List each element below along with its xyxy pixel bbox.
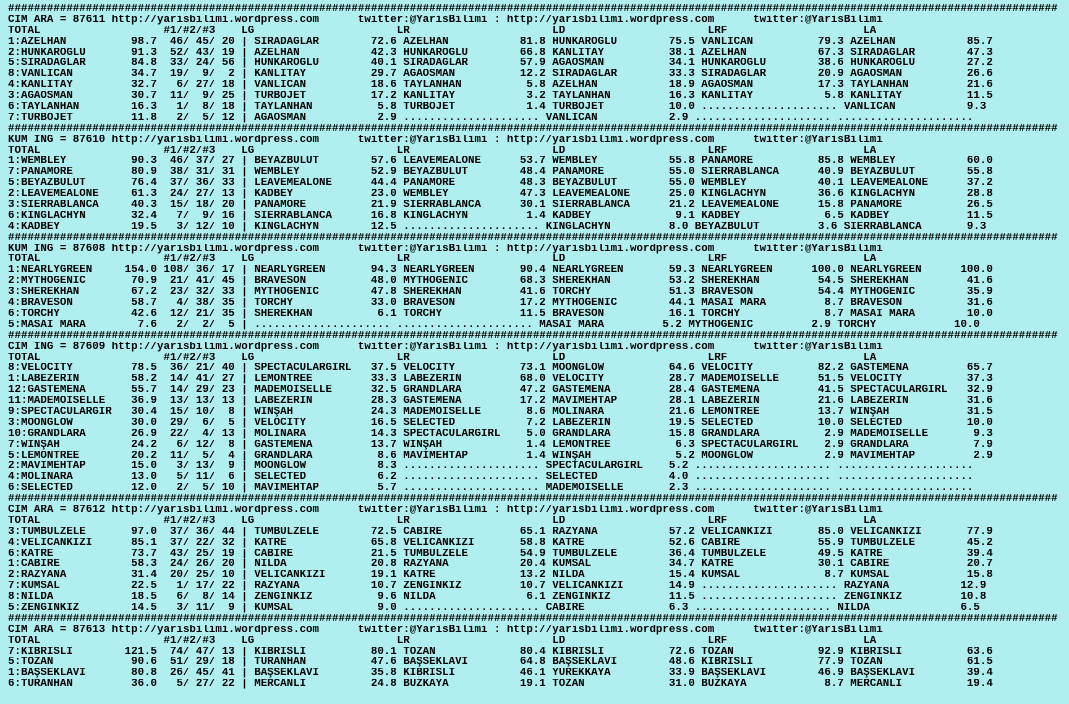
race-header: CIM ARA = 87611 http://yarisbilimi.wordpress.com twitter:@YarisBilimi : http://yarisbilimi.wordpress.com twitter:@YarisBilimi <box>8 14 883 26</box>
horse-row: 11:MADEMOISELLE 36.9 13/ 13/ 13 | LABEZERIN 28.3 GASTEMENA 17.2 MAVİMEHTAP 28.1 LABEZERIN 21.6 LABEZERIN 31.6 <box>8 396 993 407</box>
horse-row: 1:BAŞSEKLAVİ 80.8 26/ 45/ 41 | BAŞSEKLAVİ 35.8 KIBRISLI 46.1 YÜREKKAYA 33.9 BAŞSEKLAVİ 46.9 BAŞSEKLAVİ 39.4 <box>8 668 993 680</box>
race-header: CIM ARA = 87613 http://yarisbilimi.wordpress.com twitter:@YarisBilimi : http://yarisbilimi.wordpress.com twitter:@YarisBilimi <box>8 624 883 636</box>
horse-row: 6:SELECTED 12.0 2/ 5/ 10 | MAVİMEHTAP 5.7 ..................... MADEMOISELLE 2.3 ..................... ..................... <box>8 483 974 495</box>
section-separator: ################################################################################################################################################################## <box>8 4 1058 15</box>
horse-row: 2:MYTHOGENIC 70.9 21/ 41/ 45 | BRAVESON 48.0 MYTHOGENIC 68.3 SHEREKHAN 53.2 SHEREKHAN 54.5 SHEREKHAN 41.6 <box>8 276 993 288</box>
section-separator: ################################################################################################################################################################## <box>8 330 1058 342</box>
column-header: TOTAL #1/#2/#3 LG LR LD LRF LA <box>8 515 877 527</box>
horse-row: 4:KANLITAY 32.7 6/ 27/ 18 | VANLICAN 18.6 TAYLANHAN 5.8 AZELHAN 18.9 AĞAOSMAN 17.3 TAYLANHAN 21.6 <box>8 80 993 92</box>
horse-row: 8:VELOCITY 78.5 36/ 21/ 40 | SPECTACULARGIRL 37.5 VELOCITY 73.1 MOONGLOW 64.6 VELOCITY 82.2 GASTEMENA 65.7 <box>8 363 993 375</box>
race-header: KUM ING = 87610 http://yarisbilimi.wordpress.com twitter:@YarisBilimi : http://yarisbilimi.wordpress.com twitter:@YarisBilimi <box>8 134 883 146</box>
horse-row: 2:RAZYANA 31.4 20/ 25/ 10 | VELİCANKIZI 19.1 KATRE 13.2 NİLDA 15.4 KUMSAL 8.7 KUMSAL 15.8 <box>8 570 993 582</box>
horse-row: 9:SPECTACULARGIR 30.4 15/ 10/ 8 | WINŞAH 24.3 MADEMOISELLE 8.6 MOLINARA 21.6 LEMONTREE 13.7 WINŞAH 31.5 <box>8 406 993 418</box>
horse-row: 1:WEMBLEY 90.3 46/ 37/ 27 | BEYAZBULUT 57.6 LEAVEMEALONE 53.7 WEMBLEY 55.8 PANAMORE 85.8 WEMBLEY 60.0 <box>8 156 993 168</box>
column-header: TOTAL #1/#2/#3 LG LR LD LRF LA <box>8 145 877 157</box>
horse-row: 4:VELİCANKIZI 85.1 37/ 22/ 32 | KATRE 65.8 VELİCANKIZI 58.8 KATRE 52.6 CABİRE 55.9 TUMBULZELE 45.2 <box>8 537 993 549</box>
horse-row: 7:PANAMORE 80.9 38/ 31/ 31 | WEMBLEY 52.9 BEYAZBULUT 48.4 PANAMORE 55.0 SIERRABLANCA 40.9 BEYAZBULUT 55.8 <box>8 167 993 179</box>
horse-row: 12:GASTEMENA 55.7 14/ 29/ 23 | MADEMOISELLE 32.5 GRANDLARA 47.2 GASTEMENA 28.4 GASTEMENA 41.5 SPECTACULARGIRL 32.9 <box>8 385 993 397</box>
horse-row: 7:WINŞAH 24.2 6/ 12/ 8 | GASTEMENA 13.7 WINŞAH 1.4 LEMONTREE 6.3 SPECTACULARGIRL 2.9 GRANDLARA 7.9 <box>8 439 993 451</box>
horse-row: 7:KUMSAL 22.5 1/ 17/ 22 | RAZYANA 10.7 ZENGİNKIZ 10.7 VELİCANKIZI 14.9 ..................... RAZYANA 12.9 <box>8 581 987 593</box>
column-header: TOTAL #1/#2/#3 LG LR LD LRF LA <box>8 635 877 647</box>
horse-row: 10:GRANDLARA 26.9 22/ 4/ 13 | MOLINARA 14.3 SPECTACULARGIRL 5.0 GRANDLARA 15.8 GRANDLARA 2.9 MADEMOISELLE 9.3 <box>8 428 993 440</box>
horse-row: 5:SIRADAĞLAR 84.8 33/ 24/ 56 | HÜNKAROĞLU 40.1 SIRADAĞLAR 57.9 AĞAOSMAN 34.1 HÜNKAROĞLU 38.6 HÜNKAROĞLU 27.2 <box>8 58 993 70</box>
horse-row: 8:VANLICAN 34.7 19/ 9/ 2 | KANLITAY 29.7 AĞAOSMAN 12.2 SIRADAĞLAR 33.3 SIRADAĞLAR 20.9 AĞAOSMAN 26.6 <box>8 69 993 81</box>
section-separator: ################################################################################################################################################################## <box>8 123 1058 135</box>
horse-row: 3:AĞAOSMAN 30.7 11/ 9/ 25 | TURBOJET 17.2 KANLITAY 3.2 TAYLANHAN 16.3 KANLITAY 5.8 KANLITAY 11.5 <box>8 91 993 103</box>
horse-row: 3:MOONGLOW 30.0 29/ 6/ 5 | VELOCITY 16.5 SELECTED 7.2 LABEZERIN 19.5 SELECTED 10.0 SELECTED 10.0 <box>8 417 993 429</box>
section-separator: ################################################################################################################################################################## <box>8 613 1058 625</box>
horse-row: 5:LEMONTREE 20.2 11/ 5/ 4 | GRANDLARA 8.6 MAVİMEHTAP 1.4 WINŞAH 5.2 MOONGLOW 2.9 MAVİMEHTAP 2.9 <box>8 450 993 462</box>
column-header: TOTAL #1/#2/#3 LG LR LD LRF LA <box>8 352 877 364</box>
section-separator: ################################################################################################################################################################## <box>8 232 1058 244</box>
horse-row: 3:TUMBULZELE 97.0 37/ 36/ 44 | TUMBULZELE 72.5 CABİRE 65.1 RAZYANA 57.2 VELİCANKIZI 85.0 VELİCANKIZI 77.9 <box>8 526 993 538</box>
race-header: KUM ING = 87608 http://yarisbilimi.wordpress.com twitter:@YarisBilimi : http://yarisbilimi.wordpress.com twitter:@YarisBilimi <box>8 243 883 255</box>
horse-row: 4:BRAVESON 58.7 4/ 38/ 35 | TORCHY 33.0 BRAVESON 17.2 MYTHOGENIC 44.1 MASAI MARA 8.7 BRAVESON 31.6 <box>8 298 993 309</box>
horse-row: 5:MASAI MARA 7.6 2/ 2/ 5 | ..................... ..................... MASAI MARA 5.2 MYTHOGENIC 2.9 TORCHY 10.0 <box>8 319 980 331</box>
horse-row: 6:TORCHY 42.6 12/ 21/ 35 | SHEREKHAN 6.1 TORCHY 11.5 BRAVESON 16.1 TORCHY 8.7 MASAI MARA 10.0 <box>8 308 993 320</box>
horse-row: 7:KIBRISLI 121.5 74/ 47/ 13 | KIBRISLI 80.1 TOZAN 80.4 KIBRISLI 72.6 TOZAN 92.9 KIBRISLI 63.6 <box>8 646 993 658</box>
section-separator: ################################################################################################################################################################## <box>8 494 1058 505</box>
race-header: CIM ARA = 87612 http://yarisbilimi.wordpress.com twitter:@YarisBilimi : http://yarisbilimi.wordpress.com twitter:@YarisBilimi <box>8 504 883 516</box>
horse-row: 1:CABİRE 58.3 24/ 26/ 20 | NİLDA 20.8 RAZYANA 20.4 KUMSAL 34.7 KATRE 30.1 CABİRE 20.7 <box>8 559 993 571</box>
horse-row: 6:KINGLACHYN 32.4 7/ 9/ 16 | SIERRABLANCA 16.8 KINGLACHYN 1.4 KADBEY 9.1 KADBEY 6.5 KADBEY 11.5 <box>8 210 993 222</box>
horse-row: 5:TOZAN 90.6 51/ 29/ 18 | TURANHAN 47.6 BAŞSEKLAVİ 64.8 BAŞSEKLAVİ 48.6 KIBRISLI 77.9 TOZAN 61.5 <box>8 657 993 669</box>
horse-row: 5:BEYAZBULUT 76.4 37/ 36/ 33 | LEAVEMEALONE 44.4 PANAMORE 48.3 BEYAZBULUT 55.0 WEMBLEY 40.1 LEAVEMEALONE 37.2 <box>8 178 993 190</box>
horse-row: 6:TURANHAN 36.0 5/ 27/ 22 | MERCANLI 24.8 BUZKAYA 19.1 TOZAN 31.0 BUZKAYA 8.7 MERCANLI 19.4 <box>8 679 993 691</box>
horse-row: 7:TURBOJET 11.8 2/ 5/ 12 | AĞAOSMAN 2.9 ..................... VANLICAN 2.9 ..................... ..................... <box>8 112 974 124</box>
column-header: TOTAL #1/#2/#3 LG LR LD LRF LA <box>8 254 877 266</box>
horse-row: 2:LEAVEMEALONE 61.3 24/ 27/ 13 | KADBEY 23.0 WEMBLEY 47.3 LEAVEMEALONE 25.0 KINGLACHYN 36.6 KINGLACHYN 28.8 <box>8 189 993 201</box>
horse-row: 1:LABEZERIN 58.2 14/ 41/ 27 | LEMONTREE 33.3 LABEZERIN 68.0 VELOCITY 28.7 MADEMOISELLE 51.5 VELOCITY 37.3 <box>8 374 993 386</box>
horse-row: 3:SIERRABLANCA 40.3 15/ 18/ 20 | PANAMORE 21.9 SIERRABLANCA 30.1 SIERRABLANCA 21.2 LEAVEMEALONE 15.8 PANAMORE 26.5 <box>8 200 993 211</box>
horse-row: 3:SHEREKHAN 67.2 23/ 32/ 33 | MYTHOGENIC 47.8 SHEREKHAN 41.6 TORCHY 51.3 BRAVESON 54.4 MYTHOGENIC 35.9 <box>8 287 993 299</box>
horse-row: 4:MOLINARA 13.0 5/ 11/ 6 | SELECTED 6.2 ..................... SELECTED 4.0 ..................... ..................... <box>8 472 974 484</box>
horse-row: 6:TAYLANHAN 16.3 1/ 8/ 18 | TAYLANHAN 5.8 TURBOJET 1.4 TURBOJET 10.0 ..................... VANLICAN 9.3 <box>8 102 987 113</box>
horse-row: 6:KATRE 73.7 43/ 25/ 19 | CABİRE 21.5 TUMBULZELE 54.9 TUMBULZELE 36.4 TUMBULZELE 49.5 KATRE 39.4 <box>8 548 993 560</box>
horse-row: 1:AZELHAN 98.7 46/ 45/ 20 | SIRADAĞLAR 72.6 AZELHAN 81.8 HÜNKAROĞLU 75.5 VANLICAN 79.3 AZELHAN 85.7 <box>8 36 993 48</box>
horse-row: 1:NEARLYGREEN 154.0 108/ 36/ 17 | NEARLYGREEN 94.3 NEARLYGREEN 90.4 NEARLYGREEN 59.3 NEARLYGREEN 100.0 NEARLYGREEN 100.0 <box>8 265 993 277</box>
race-header: CIM ING = 87609 http://yarisbilimi.wordpress.com twitter:@YarisBilimi : http://yarisbilimi.wordpress.com twitter:@YarisBilimi <box>8 341 883 353</box>
horse-row: 5:ZENGİNKIZ 14.5 3/ 11/ 9 | KUMSAL 9.0 ..................... CABİRE 6.3 ..................... NİLDA 6.5 <box>8 602 980 614</box>
horse-row: 8:NİLDA 18.5 6/ 8/ 14 | ZENGİNKIZ 9.6 NİLDA 6.1 ZENGİNKIZ 11.5 ..................... ZENGİNKIZ 10.8 <box>8 592 987 603</box>
horse-row: 2:HÜNKAROĞLU 91.3 52/ 43/ 19 | AZELHAN 42.3 HÜNKAROĞLU 66.8 KANLITAY 38.1 AZELHAN 67.3 SIRADAĞLAR 47.3 <box>8 47 993 59</box>
horse-row: 4:KADBEY 19.5 3/ 12/ 10 | KINGLACHYN 12.5 ..................... KINGLACHYN 8.0 BEYAZBULUT 3.6 SIERRABLANCA 9.3 <box>8 221 987 233</box>
horse-row: 2:MAVİMEHTAP 15.0 3/ 13/ 9 | MOONGLOW 8.3 ..................... SPECTACULARGIRL 5.2 ..................... ..................... <box>8 461 974 473</box>
column-header: TOTAL #1/#2/#3 LG LR LD LRF LA <box>8 25 877 37</box>
